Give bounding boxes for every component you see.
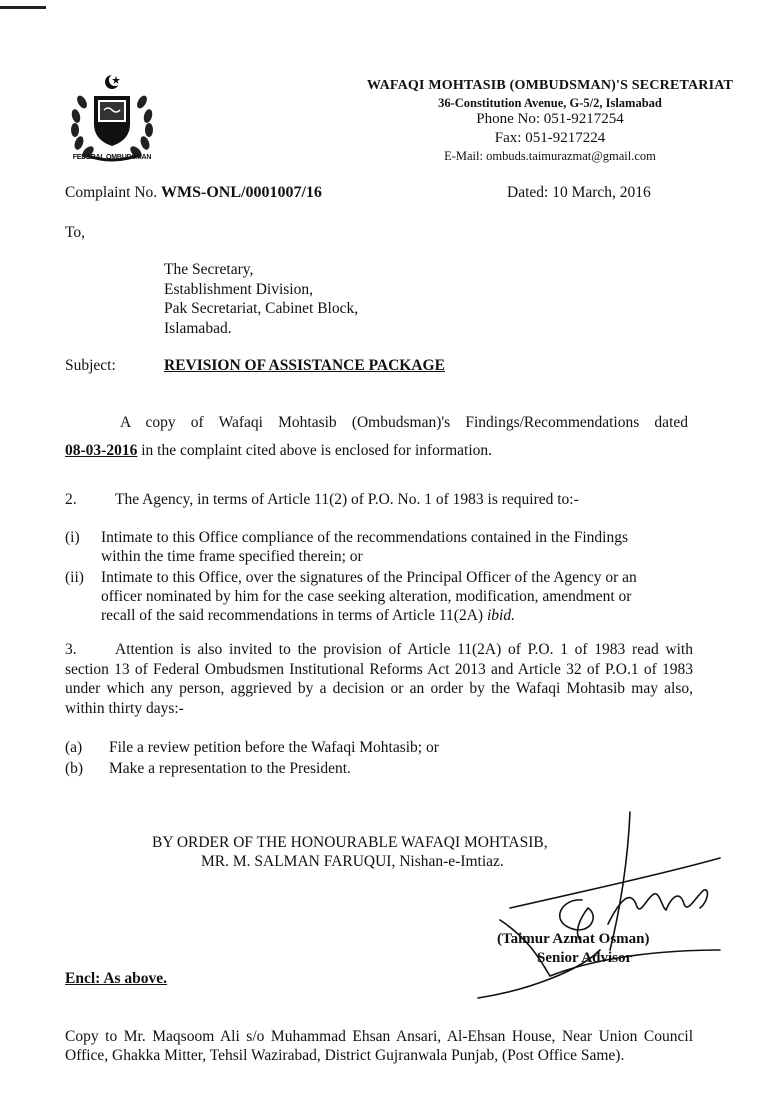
- paragraph-1-rest: in the complaint cited above is enclosed for information.: [137, 442, 493, 459]
- order-line-1: BY ORDER OF THE HONOURABLE WAFAQI MOHTASIB,: [152, 834, 548, 851]
- scan-corner-mark: [0, 6, 46, 9]
- paragraph-1-line-2: [65, 441, 492, 460]
- complaint-label: Complaint No.: [65, 184, 158, 201]
- subject-label: Subject:: [65, 357, 116, 374]
- signer-title: Senior Advisor: [537, 950, 633, 966]
- fax-number: Fax: 051-9217224: [494, 130, 606, 146]
- list-item-label: (a): [65, 739, 83, 756]
- recipient-line: Pak Secretariat, Cabinet Block,: [164, 300, 359, 317]
- paragraph-2-number: 2.: [65, 491, 77, 508]
- handwritten-signature: [470, 800, 730, 1000]
- list-item-text: Intimate to this Office compliance of the recommendations contained in the Findings within the time frame specified therein; or: [101, 529, 629, 565]
- phone-number: Phone No: 051-9217254: [476, 111, 624, 127]
- paragraph-1-line-1: [120, 413, 688, 432]
- list-item-body: [101, 568, 661, 625]
- findings-date: 08-03-2016: [65, 442, 138, 459]
- email-address: E-Mail: ombuds.taimurazmat@gmail.com: [444, 149, 656, 163]
- list-item-label: (i): [65, 529, 80, 546]
- organization-name: WAFAQI MOHTASIB (OMBUDSMAN)'S SECRETARIAT: [366, 78, 734, 93]
- recipient-line: Islamabad.: [164, 319, 232, 337]
- list-item-label: (b): [65, 760, 84, 777]
- paragraph-3-text: Attention is also invited to the provision of Article 11(2A) of P.O. 1 of 1983 read with section 13 of Federal Ombudsmen Institutional Reforms Act 2013 and Article 32 of P.O.1 of 1983 under which any person, aggrieved by a decision or an order by the Wafaqi Mohtasib may also, within thirty days:-: [65, 641, 693, 717]
- subject-text: REVISION OF ASSISTANCE PACKAGE: [164, 357, 445, 374]
- list-item-italic: ibid.: [486, 607, 515, 624]
- paragraph-2-text: The Agency, in terms of Article 11(2) of P.O. No. 1 of 1983 is required to:-: [115, 491, 579, 508]
- paragraph-3-number: 3.: [65, 641, 77, 658]
- recipient-line: The Secretary,: [164, 261, 254, 278]
- salutation-to: To,: [65, 224, 86, 241]
- list-item-label: (ii): [65, 569, 84, 586]
- paragraph-3: [65, 640, 693, 718]
- letter-date: Dated: 10 March, 2016: [507, 184, 651, 201]
- organization-address: 36-Constitution Avenue, G-5/2, Islamabad: [438, 96, 662, 110]
- order-line-2: MR. M. SALMAN FARUQUI, Nishan-e-Imtiaz.: [201, 853, 504, 870]
- recipient-line: Establishment Division,: [164, 280, 313, 298]
- list-item-text: Intimate to this Office, over the signatures of the Principal Officer of the Agency or an officer nominated by him for the case seeking alteration, modification, amendment or recall of the said recommendations in terms of Article 11(2A): [101, 569, 637, 624]
- copy-to: Copy to Mr. Maqsoom Ali s/o Muhammad Ehsan Ansari, Al-Ehsan House, Near Union Council Office, Ghakka Mitter, Tehsil Wazirabad, District Gujranwala Punjab, (Post Office Same).: [65, 1028, 693, 1064]
- list-item-text: File a review petition before the Wafaqi Mohtasib; or: [109, 739, 439, 756]
- list-item-text: Make a representation to the President.: [109, 760, 351, 777]
- enclosure-note: Encl: As above.: [65, 970, 168, 987]
- paragraph-1-text: A copy of Wafaqi Mohtasib (Ombudsman)'s Findings/Recommendations dated: [120, 414, 688, 431]
- complaint-number: [65, 183, 322, 202]
- signer-name: (Taimur Azmat Osman): [497, 931, 650, 947]
- recipient-address: [164, 260, 358, 338]
- emblem-caption: FEDERAL OMBUDSMAN: [72, 154, 152, 161]
- complaint-id: WMS-ONL/0001007/16: [161, 184, 322, 201]
- paragraph-2: [65, 490, 579, 509]
